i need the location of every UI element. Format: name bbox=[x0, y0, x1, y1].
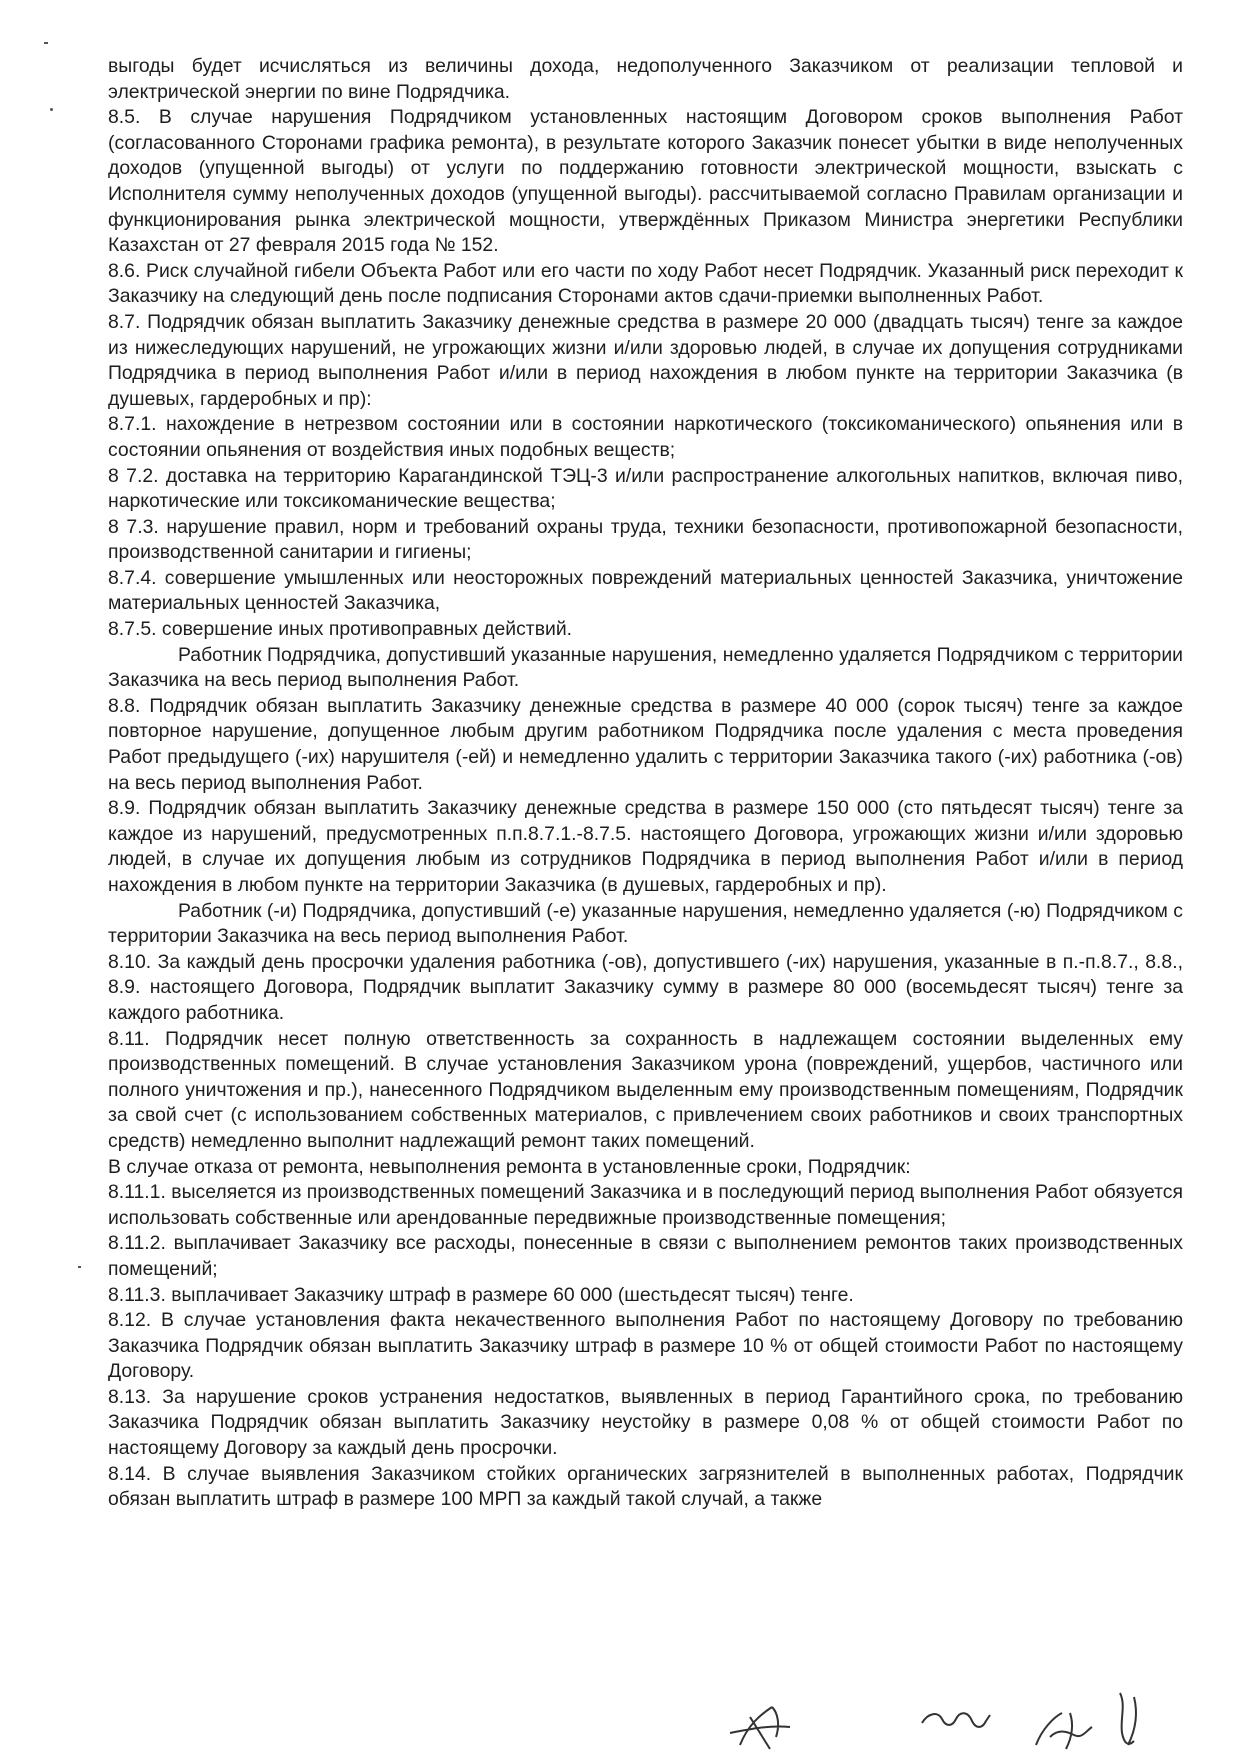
signature-1 bbox=[730, 1707, 790, 1749]
clause-8-7-3: 8 7.3. нарушение правил, норм и требований охраны труда, техники безопасности, противопожарной безопасности, производственной санитарии и гигиены; bbox=[108, 515, 1183, 564]
paragraph-continuation: выгоды будет исчисляться из величины дохода, недополученного Заказчиком от реализации тепловой и электрической энергии по вине Подрядчика. bbox=[108, 55, 1183, 103]
clause-8-8: 8.8. Подрядчик обязан выплатить Заказчику денежные средства в размере 40 000 (сорок тысяч) тенге за каждое повторное нарушение, допущенное любым другим работником Подрядчика после удаления с места проведения Работ предыдущего (-их) нарушителя (-ей) и немедленно удалить с территории Заказчика такого (-их) работника (-ов) на весь период выполнения Работ. bbox=[108, 694, 1183, 794]
scan-edge-mark bbox=[50, 108, 53, 111]
clause-8-6: 8.6. Риск случайной гибели Объекта Работ или его части по ходу Работ несет Подрядчик. Указанный риск переходит к Заказчику на следующий день после подписания Сторонами актов сдачи-приемки выполненных Работ. bbox=[108, 259, 1183, 308]
clause-8-11-3: 8.11.3. выплачивает Заказчику штраф в размере 60 000 (шестьдесят тысяч) тенге. bbox=[108, 1283, 854, 1306]
clause-8-11: 8.11. Подрядчик несет полную ответственность за сохранность в надлежащем состоянии выделенных ему производственных помещений. В случае установления Заказчиком урона (повреждений, ущербов, частичного или полного уничтожения и пр.), нанесенного Подрядчиком выделенным ему производственным помещениям, Подрядчик за свой счет (с использованием собственных материалов, с привлечением своих работников и своих транспортных средств) немедленно выполнит надлежащий ремонт таких помещений. bbox=[108, 1027, 1183, 1152]
document-page bbox=[108, 54, 1183, 1513]
clause-8-11-intro: В случае отказа от ремонта, невыполнения ремонта в установленные сроки, Подрядчик: bbox=[108, 1155, 911, 1178]
clause-8-7-2: 8 7.2. доставка на территорию Карагандинской ТЭЦ-3 и/или распространение алкогольных напитков, включая пиво, наркотические или токсикоманические вещества; bbox=[108, 464, 1183, 513]
signatures bbox=[690, 1685, 1210, 1754]
clause-8-7-5: 8.7.5. совершение иных противоправных действий. bbox=[108, 618, 573, 641]
clause-8-9-note: Работник (-и) Подрядчика, допустивший (-е) указанные нарушения, немедленно удаляется (-ю) Подрядчиком с территории Заказчика на весь период выполнения Работ. bbox=[108, 899, 1183, 948]
signature-4 bbox=[1120, 1693, 1136, 1745]
clause-8-9: 8.9. Подрядчик обязан выплатить Заказчику денежные средства в размере 150 000 (сто пятьдесят тысяч) тенге за каждое из нарушений, предусмотренных п.п.8.7.1.-8.7.5. настоящего Договора, угрожающих жизни и/или здоровью людей, в случае их допущения любым из сотрудников Подрядчика в период выполнения Работ и/или в период нахождения в любом пункте на территории Заказчика (в душевых, гардеробных и пр). bbox=[108, 797, 1183, 896]
signature-2 bbox=[922, 1713, 990, 1727]
clause-8-11-2: 8.11.2. выплачивает Заказчику все расходы, понесенные в связи с выполнением ремонтов таких производственных помещений; bbox=[108, 1232, 1183, 1280]
scan-edge-mark bbox=[44, 42, 48, 44]
clause-8-11-1: 8.11.1. выселяется из производственных помещений Заказчика и в последующий период выполнения Работ обязуется использовать собственные или арендованные передвижные производственные помещения; bbox=[108, 1181, 1183, 1229]
clause-8-7-1: 8.7.1. нахождение в нетрезвом состоянии или в состоянии наркотического (токсикоманического) опьянения или в состоянии опьянения от воздействия иных подобных веществ; bbox=[108, 413, 1183, 461]
clause-8-5: 8.5. В случае нарушения Подрядчиком установленных настоящим Договором сроков выполнения Работ (согласованного Сторонами графика ремонта), в результате которого Заказчик понесет убытки в виде неполученных доходов (упущенной выгоды) от услуги по поддержанию готовности электрической мощности, взыскать с Исполнителя сумму неполученных доходов (упущенной выгоды). рассчитываемой согласно Правилам организации и функционирования рынка электрической мощности, утверждённых Приказом Министра энергетики Республики Казахстан от 27 февраля 2015 года № 152. bbox=[108, 106, 1183, 257]
clause-8-12: 8.12. В случае установления факта некачественного выполнения Работ по настоящему Договору по требованию Заказчика Подрядчик обязан выплатить Заказчику штраф в размере 10 % от общей стоимости Работ по настоящему Договору. bbox=[108, 1309, 1183, 1383]
clause-8-7-4: 8.7.4. совершение умышленных или неосторожных повреждений материальных ценностей Заказчика, уничтожение материальных ценностей Заказчика, bbox=[108, 566, 1183, 615]
signature-marks bbox=[690, 1685, 1210, 1754]
signature-3 bbox=[1036, 1713, 1092, 1749]
clause-8-10: 8.10. За каждый день просрочки удаления работника (-ов), допустившего (-их) нарушения, указанные в п.-п.8.7., 8.8., 8.9. настоящего Договора, Подрядчик выплатит Заказчику сумму в размере 80 000 (восемьдесят тысяч) тенге за каждого работника. bbox=[108, 950, 1183, 1024]
clause-8-14: 8.14. В случае выявления Заказчиком стойких органических загрязнителей в выполненных работах, Подрядчик обязан выплатить штраф в размере 100 МРП за каждый такой случай, а также bbox=[108, 1462, 1183, 1511]
clause-8-7: 8.7. Подрядчик обязан выплатить Заказчику денежные средства в размере 20 000 (двадцать тысяч) тенге за каждое из нижеследующих нарушений, не угрожающих жизни и/или здоровью людей, в случае их допущения сотрудниками Подрядчика в период выполнения Работ и/или в период нахождения в любом пункте на территории Заказчика (в душевых, гардеробных и пр): bbox=[108, 310, 1183, 410]
scan-edge-mark bbox=[78, 1266, 81, 1268]
clause-8-7-note: Работник Подрядчика, допустивший указанные нарушения, немедленно удаляется Подрядчиком с территории Заказчика на весь период выполнения Работ. bbox=[108, 643, 1183, 692]
clause-8-13: 8.13. За нарушение сроков устранения недостатков, выявленных в период Гарантийного срока, по требованию Заказчика Подрядчик обязан выплатить Заказчику неустойку в размере 0,08 % от общей стоимости Работ по настоящему Договору за каждый день просрочки. bbox=[108, 1385, 1183, 1460]
